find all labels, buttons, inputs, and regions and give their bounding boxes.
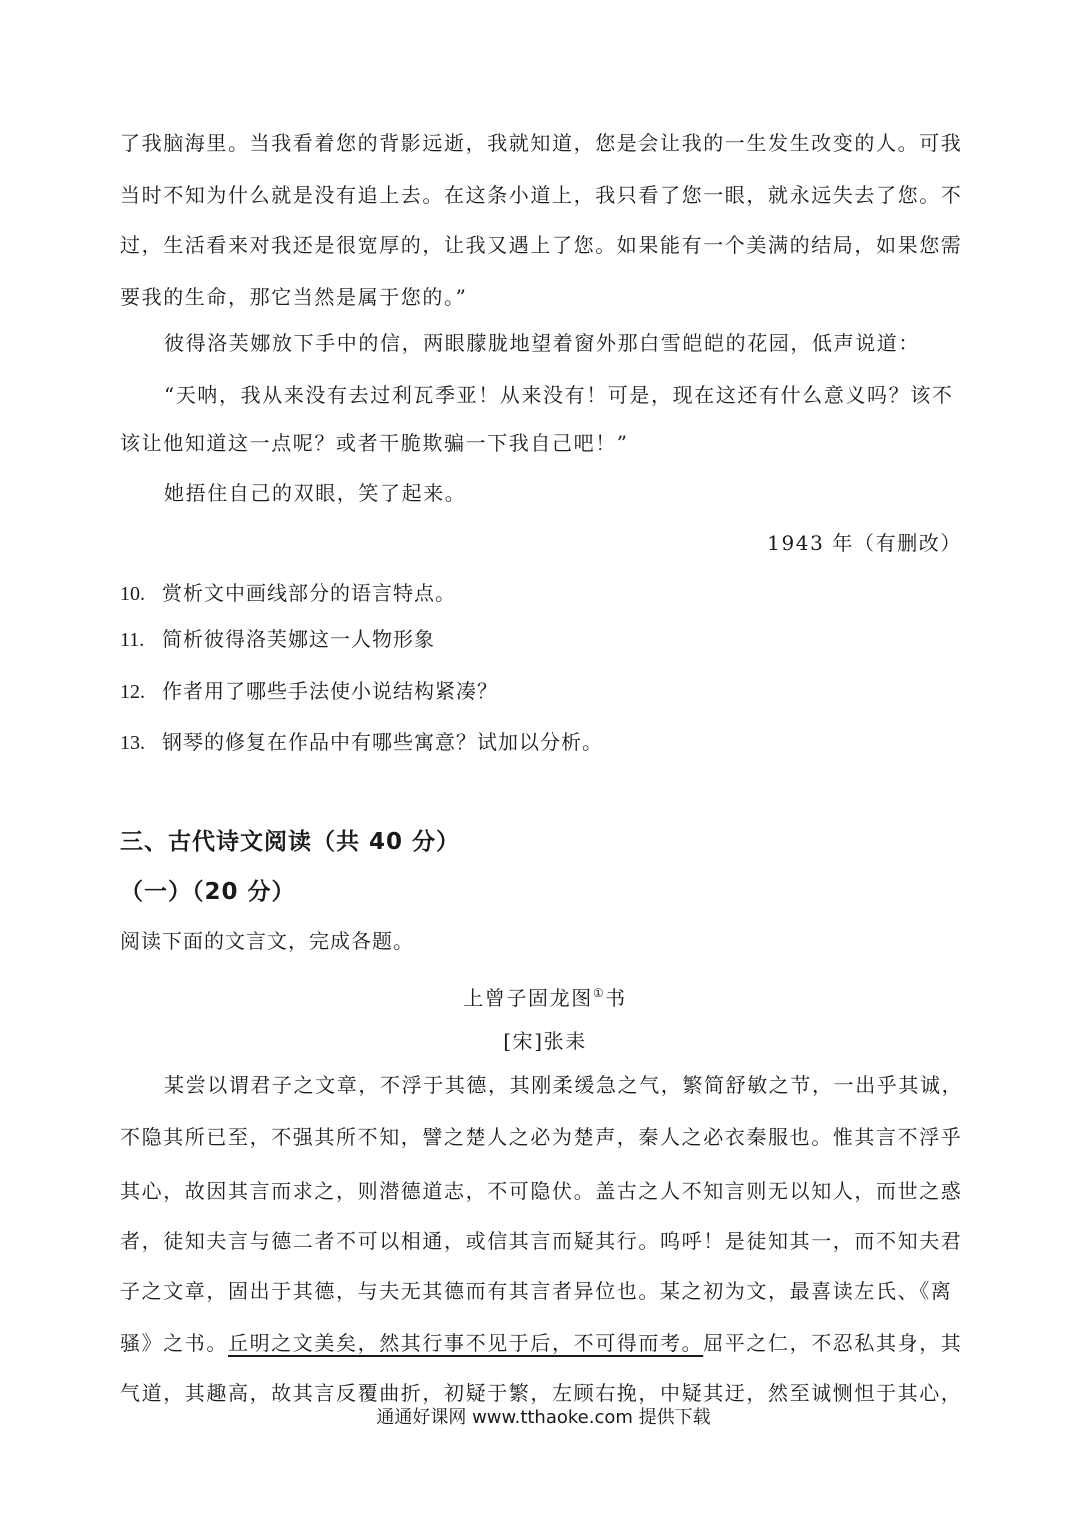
question-number: 12. bbox=[120, 681, 145, 703]
question-item bbox=[120, 624, 435, 655]
question-text: 赏析文中画线部分的语言特点。 bbox=[162, 581, 456, 605]
quote-line: “天呐，我从来没有去过利瓦季亚！从来没有！可是，现在这还有什么意义吗？该不 bbox=[164, 383, 954, 407]
paragraph: 彼得洛芙娜放下手中的信，两眼朦胧地望着窗外那白雪皑皑的花园，低声说道： bbox=[164, 331, 920, 355]
passage-line: 了我脑海里。当我看着您的背影远逝，我就知道，您是会让我的一生发生改变的人。可我 bbox=[120, 131, 963, 155]
footer-watermark: 通通好课网 www.tthaoke.com 提供下载 bbox=[376, 1407, 711, 1428]
question-item bbox=[120, 676, 498, 707]
question-number: 11. bbox=[120, 629, 145, 651]
underlined-sentence: 丘明之文美矣，然其行事不见于后，不可得而考。 bbox=[228, 1331, 704, 1355]
question-text: 作者用了哪些手法使小说结构紧凑？ bbox=[162, 679, 498, 703]
author: [宋]张耒 bbox=[503, 1029, 587, 1053]
passage-line: 要我的生命，那它当然是属于您的。” bbox=[120, 285, 468, 309]
classical-line: 某尝以谓君子之文章，不浮于其德，其刚柔缓急之气，繁简舒敏之节，一出乎其诚， bbox=[164, 1073, 964, 1097]
footnote-marker: ① bbox=[592, 986, 606, 1000]
line-suffix: 屈平之仁，不忍私其身，其 bbox=[703, 1331, 963, 1355]
question-number: 10. bbox=[120, 583, 145, 605]
line-prefix: 骚》之书。 bbox=[120, 1331, 228, 1355]
classical-line: 其心，故因其言而求之，则潜德道志，不可隐伏。盖古之人不知言则无以知人，而世之惑 bbox=[120, 1179, 963, 1203]
passage-line: 当时不知为什么就是没有追上去。在这条小道上，我只看了您一眼，就永远失去了您。不 bbox=[120, 183, 963, 207]
poem-title-end: 书 bbox=[605, 986, 627, 1010]
passage-line: 过，生活看来对我还是很宽厚的，让我又遇上了您。如果能有一个美满的结局，如果您需 bbox=[120, 233, 963, 257]
question-item bbox=[120, 578, 456, 609]
classical-line: 者，徒知夫言与德二者不可以相通，或信其言而疑其行。呜呼！是徒知其一，而不知夫君 bbox=[120, 1229, 963, 1253]
paragraph: 她捂住自己的双眼，笑了起来。 bbox=[164, 481, 467, 505]
classical-line: 气道，其趣高，故其言反覆曲折，初疑于繁，左顾右挽，中疑其迂，然至诚恻怛于其心， bbox=[120, 1381, 963, 1405]
poem-title bbox=[120, 978, 970, 1013]
question-item bbox=[120, 727, 603, 758]
quote-line: 该让他知道这一点呢？或者干脆欺骗一下我自己吧！” bbox=[120, 431, 629, 455]
sub-title: （一）（20 分） bbox=[120, 879, 296, 905]
poem-title-text: 上曾子固龙图 bbox=[463, 986, 593, 1010]
classical-line bbox=[120, 1328, 970, 1358]
section-title: 三、古代诗文阅读（共 40 分） bbox=[120, 829, 461, 855]
question-number: 13. bbox=[120, 732, 145, 754]
classical-line: 子之文章，固出于其德，与夫无其德而有其言者异位也。某之初为文，最喜读左氏、《离 bbox=[120, 1279, 953, 1303]
classical-line: 不隐其所已至，不强其所不知，譬之楚人之必为楚声，秦人之必衣秦服也。惟其言不浮乎 bbox=[120, 1125, 963, 1149]
question-text: 钢琴的修复在作品中有哪些寓意？试加以分析。 bbox=[162, 730, 603, 754]
date-note: 1943 年（有删改） bbox=[767, 531, 962, 555]
instruction: 阅读下面的文言文，完成各题。 bbox=[120, 929, 414, 953]
question-text: 简析彼得洛芙娜这一人物形象 bbox=[162, 627, 435, 651]
